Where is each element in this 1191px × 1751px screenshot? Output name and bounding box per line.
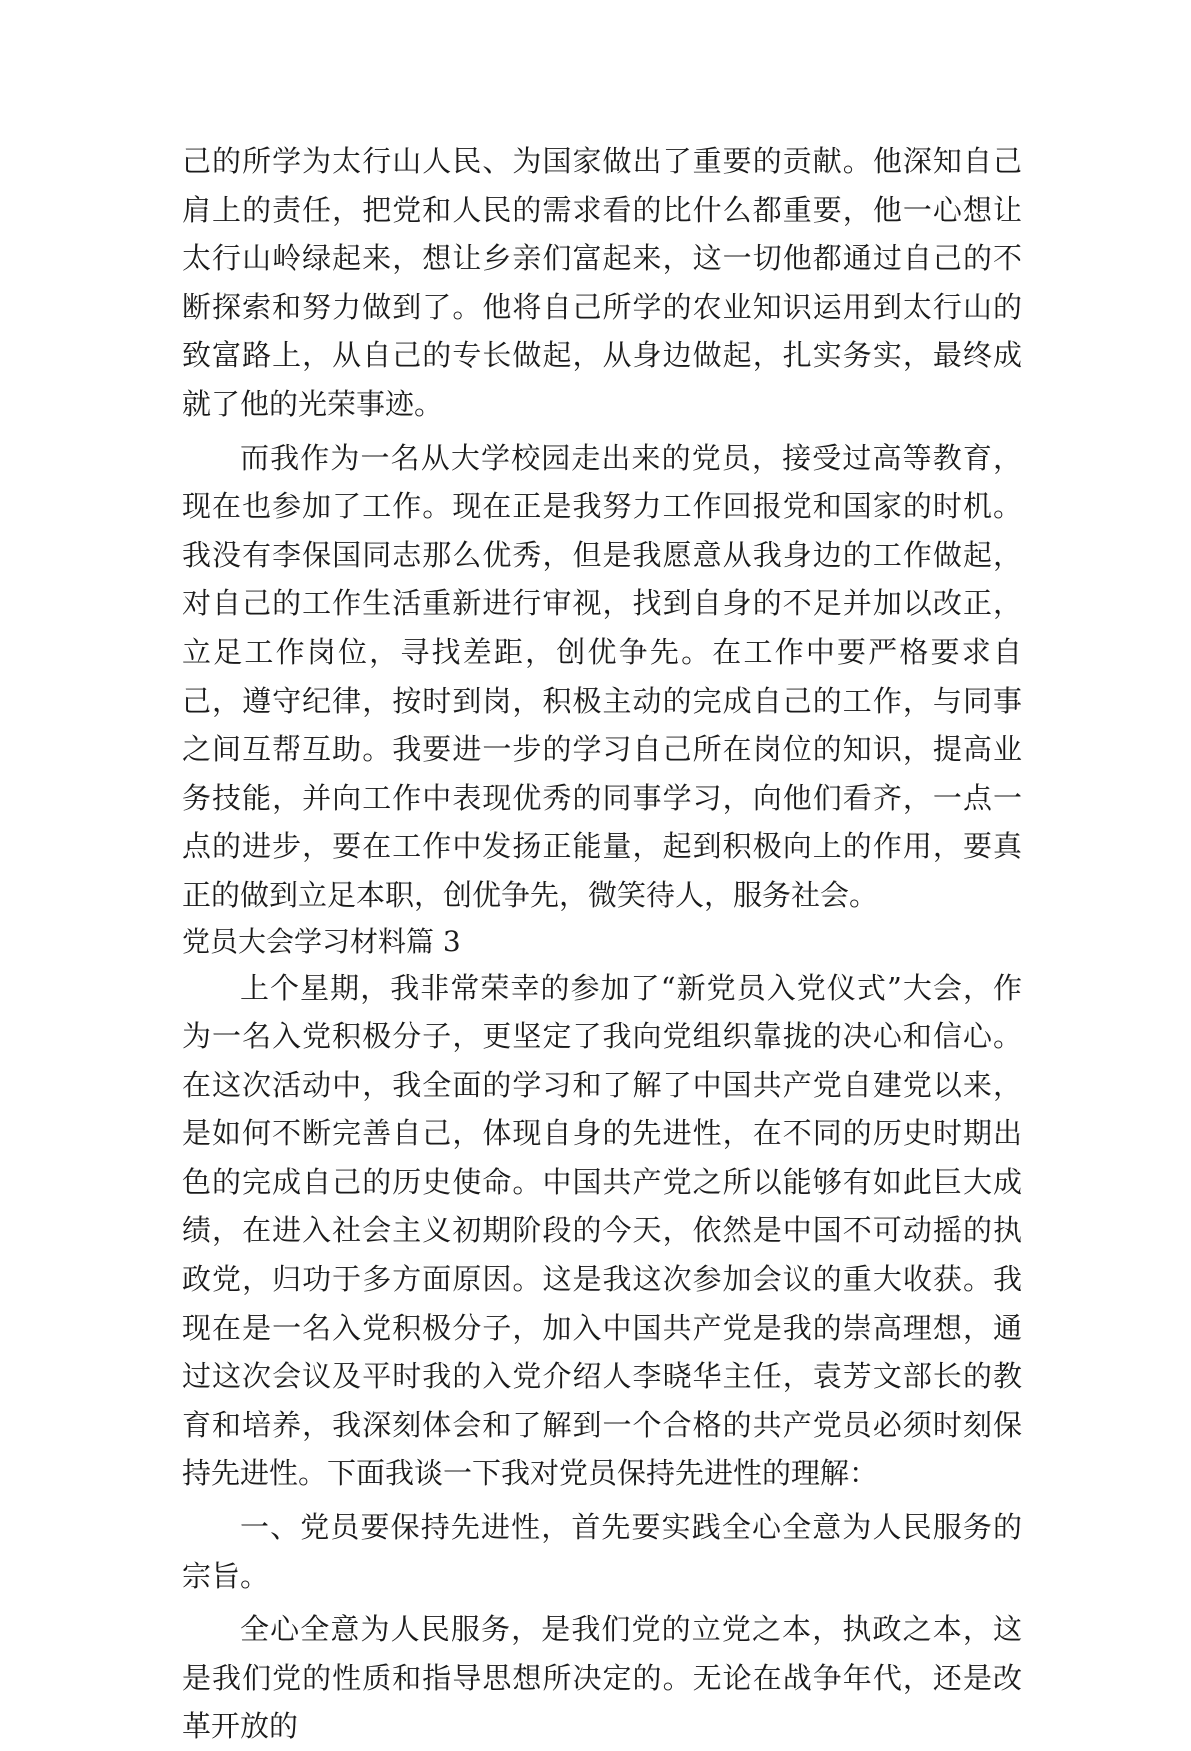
paragraph-continued: 己的所学为太行山人民、为国家做出了重要的贡献。他深知自己肩上的责任，把党和人民的需求看的比什么都重要，他一心想让太行山岭绿起来，想让乡亲们富起来，这一切他都通过自己的不断探索和努力做到了。他将自己所学的农业知识运用到太行山的致富路上，从自己的专长做起，从身边做起，扎实务实，最终成就了他的光荣事迹。 [182,144,1022,421]
paragraph-3: 上个星期，我非常荣幸的参加了“新党员入党仪式”大会，作为一名入党积极分子，更坚定了我向党组织靠拢的决心和信心。在这次活动中，我全面的学习和了解了中国共产党自建党以来，是如何不断完善自己，体现自身的先进性，在不同的历史时期出色的完成自己的历史使命。中国共产党之所以能够有如此巨大成绩，在进入社会主义初期阶段的今天，依然是中国不可动摇的执政党，归功于多方面原因。这是我这次参加会议的重大收获。我现在是一名入党积极分子，加入中国共产党是我的崇高理想，通过这次会议及平时我的入党介绍人李晓华主任，袁芳文部长的教育和培养，我深刻体会和了解到一个合格的共产党员必须时刻保持先进性。下面我谈一下我对党员保持先进性的理解： [182,970,1022,1491]
section-heading: 党员大会学习材料篇 3 [182,924,461,958]
document-page [182,137,1022,1751]
paragraph-2: 而我作为一名从大学校园走出来的党员，接受过高等教育，现在也参加了工作。现在正是我努力工作回报党和国家的时机。我没有李保国同志那么优秀，但是我愿意从我身边的工作做起，对自己的工作生活重新进行审视，找到自身的不足并加以改正，立足工作岗位，寻找差距，创优争先。在工作中要严格要求自己，遵守纪律，按时到岗，积极主动的完成自己的工作，与同事之间互帮互助。我要进一步的学习自己所在岗位的知识，提高业务技能，并向工作中表现优秀的同事学习，向他们看齐，一点一点的进步，要在工作中发扬正能量，起到积极向上的作用，要真正的做到立足本职，创优争先，微笑待人，服务社会。 [182,440,1022,912]
paragraph-4: 一、党员要保持先进性，首先要实践全心全意为人民服务的宗旨。 [182,1510,1022,1593]
paragraph-5: 全心全意为人民服务，是我们党的立党之本，执政之本，这是我们党的性质和指导思想所决定的。无论在战争年代，还是改革开放的 [182,1612,1022,1744]
